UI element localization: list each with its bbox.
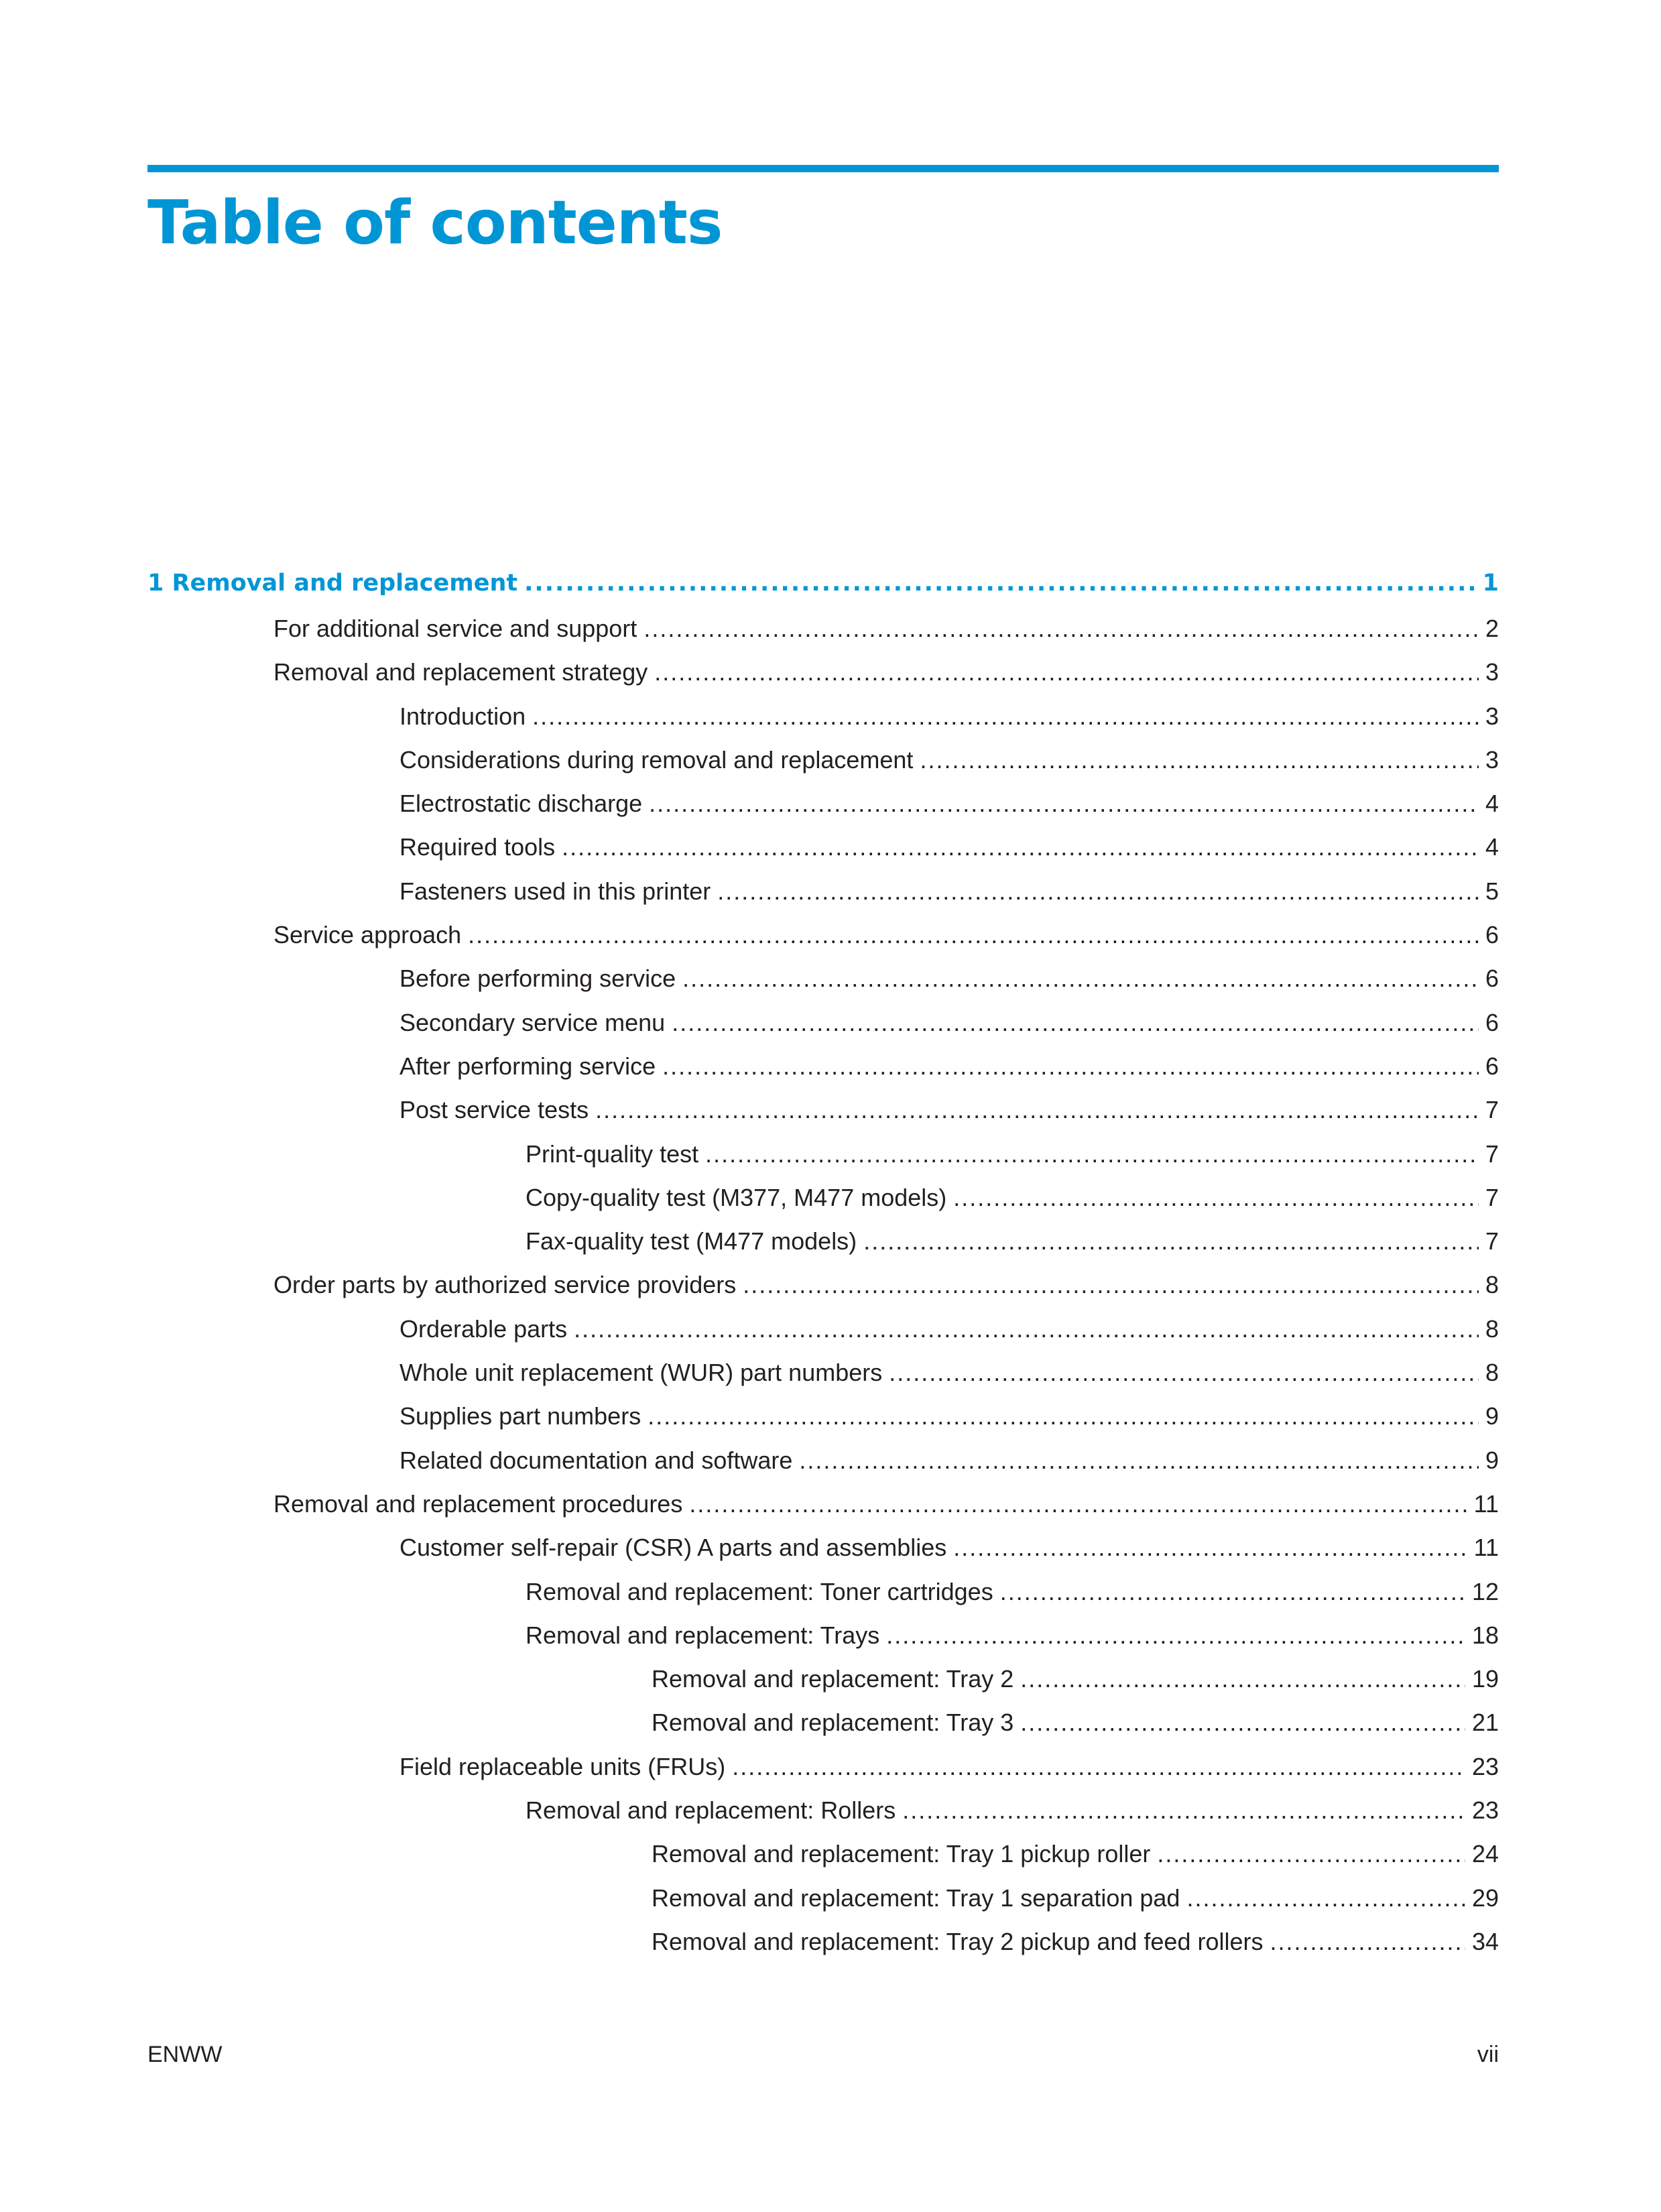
toc-entry-link[interactable] (147, 1176, 1499, 1219)
toc-entry-link[interactable] (147, 694, 1499, 738)
toc-entry-title: Removal and replacement: Trays (526, 1621, 880, 1649)
toc-entry-page-number: 29 (1471, 1884, 1499, 1912)
dot-leader (672, 1001, 1479, 1044)
dot-leader (743, 1263, 1479, 1306)
toc-entry-link[interactable] (147, 1088, 1499, 1131)
toc-entry-link[interactable] (147, 1613, 1499, 1657)
toc-entry-link[interactable] (147, 1745, 1499, 1788)
toc-entry-link[interactable] (147, 1832, 1499, 1876)
toc-entry-link[interactable] (147, 1263, 1499, 1306)
toc-entry-link[interactable] (147, 1876, 1499, 1920)
toc-entry-page-number: 9 (1485, 1446, 1499, 1474)
toc-entry-title: Orderable parts (399, 1314, 568, 1343)
toc-entry-link[interactable] (147, 782, 1499, 825)
dot-leader (643, 607, 1479, 650)
dot-leader (689, 1482, 1467, 1526)
dot-leader (889, 1351, 1479, 1394)
toc-entry-title: For additional service and support (273, 615, 637, 642)
toc-entry-page-number: 19 (1471, 1665, 1499, 1693)
table-of-contents (147, 560, 1499, 1963)
toc-entry-title: Related documentation and software (399, 1446, 793, 1474)
toc-entry-title: Removal and replacement: Tray 2 pickup and feed rollers (652, 1927, 1264, 1955)
toc-entry-page-number: 4 (1485, 833, 1499, 861)
dot-leader (682, 957, 1479, 1000)
toc-chapter-link[interactable] (147, 560, 1499, 607)
toc-entry-title: Before performing service (399, 965, 676, 993)
toc-entry-page-number: 8 (1485, 1359, 1499, 1387)
toc-entry-page-number: 6 (1485, 965, 1499, 993)
dot-leader (1020, 1657, 1465, 1701)
toc-entry-title: 1 Removal and replacement (147, 570, 518, 597)
toc-entry-title: Fasteners used in this printer (399, 877, 711, 905)
toc-entry-title: Removal and replacement: Toner cartridges (526, 1577, 993, 1605)
toc-entry-title: Order parts by authorized service providers (273, 1271, 737, 1299)
toc-entry-title: Post service tests (399, 1096, 589, 1124)
toc-entry-page-number: 1 (1482, 570, 1499, 597)
toc-entry-title: Electrostatic discharge (399, 790, 643, 818)
dot-leader (532, 694, 1479, 738)
dot-leader (902, 1788, 1465, 1832)
dot-leader (799, 1438, 1479, 1482)
dot-leader (662, 1044, 1479, 1088)
toc-entry-title: Required tools (399, 833, 556, 861)
toc-entry-page-number: 7 (1485, 1183, 1499, 1211)
toc-entry-page-number: 6 (1485, 1052, 1499, 1080)
toc-entry-title: Whole unit replacement (WUR) part numbers (399, 1359, 883, 1387)
toc-entry-page-number: 4 (1485, 790, 1499, 818)
dot-leader (717, 869, 1479, 913)
toc-entry-title: Field replaceable units (FRUs) (399, 1752, 726, 1780)
toc-entry-link[interactable] (147, 1570, 1499, 1613)
dot-leader (1157, 1832, 1465, 1876)
toc-entry-page-number: 11 (1473, 1489, 1499, 1518)
toc-entry-page-number: 24 (1471, 1840, 1499, 1868)
toc-entry-link[interactable] (147, 1701, 1499, 1744)
footer-doc-code: ENWW (147, 2042, 223, 2067)
toc-entry-link[interactable] (147, 738, 1499, 782)
dot-leader (1000, 1570, 1465, 1613)
toc-entry-title: Secondary service menu (399, 1008, 666, 1036)
toc-entry-page-number: 3 (1485, 702, 1499, 730)
toc-entry-link[interactable] (147, 1526, 1499, 1569)
toc-entry-page-number: 3 (1485, 745, 1499, 774)
dot-leader (595, 1088, 1479, 1131)
toc-entry-title: Print-quality test (526, 1140, 699, 1168)
toc-entry-link[interactable] (147, 650, 1499, 694)
dot-leader (562, 825, 1479, 869)
toc-entry-title: Service approach (273, 921, 462, 949)
toc-entry-link[interactable] (147, 913, 1499, 957)
toc-entry-link[interactable] (147, 607, 1499, 650)
toc-entry-link[interactable] (147, 957, 1499, 1000)
toc-entry-title: After performing service (399, 1052, 656, 1080)
toc-entry-page-number: 6 (1485, 1008, 1499, 1036)
dot-leader (732, 1745, 1465, 1788)
dot-leader (649, 782, 1479, 825)
toc-entry-page-number: 23 (1471, 1752, 1499, 1780)
dot-leader (953, 1526, 1467, 1569)
toc-entry-page-number: 5 (1485, 877, 1499, 905)
toc-entry-title: Removal and replacement: Tray 3 (652, 1709, 1014, 1737)
dot-leader (468, 913, 1479, 957)
toc-entry-link[interactable] (147, 1788, 1499, 1832)
dot-leader (648, 1394, 1479, 1438)
toc-entry-page-number: 34 (1471, 1927, 1499, 1955)
toc-entry-title: Introduction (399, 702, 526, 730)
toc-entry-link[interactable] (147, 1657, 1499, 1701)
toc-entry-title: Considerations during removal and replacement (399, 745, 914, 774)
dot-leader (920, 738, 1479, 782)
toc-entry-page-number: 8 (1485, 1271, 1499, 1299)
toc-entry-page-number: 7 (1485, 1140, 1499, 1168)
toc-entry-link[interactable] (147, 869, 1499, 913)
toc-entry-title: Removal and replacement: Tray 2 (652, 1665, 1014, 1693)
dot-leader (654, 650, 1479, 694)
toc-entry-link[interactable] (147, 825, 1499, 869)
footer-page-number: vii (1477, 2042, 1499, 2067)
toc-entry-title: Customer self-repair (CSR) A parts and assemblies (399, 1534, 947, 1562)
toc-entry-title: Supplies part numbers (399, 1402, 641, 1430)
toc-entry-title: Removal and replacement: Tray 1 separation pad (652, 1884, 1180, 1912)
dot-leader (705, 1132, 1479, 1176)
dot-leader (1270, 1920, 1465, 1963)
toc-entry-page-number: 7 (1485, 1096, 1499, 1124)
toc-entry-title: Removal and replacement: Rollers (526, 1796, 896, 1825)
toc-entry-link[interactable] (147, 1219, 1499, 1263)
toc-entry-title: Removal and replacement: Tray 1 pickup roller (652, 1840, 1151, 1868)
toc-entry-title: Fax-quality test (M477 models) (526, 1227, 857, 1255)
toc-entry-page-number: 8 (1485, 1314, 1499, 1343)
toc-entry-link[interactable] (147, 1001, 1499, 1044)
toc-entry-link[interactable] (147, 1132, 1499, 1176)
toc-entry-page-number: 9 (1485, 1402, 1499, 1430)
toc-entry-page-number: 3 (1485, 658, 1499, 686)
toc-entry-title: Removal and replacement strategy (273, 658, 648, 686)
title-rule (147, 165, 1499, 172)
dot-leader (1020, 1701, 1465, 1744)
toc-entry-link[interactable] (147, 1482, 1499, 1526)
toc-entry-title: Copy-quality test (M377, M477 models) (526, 1183, 947, 1211)
dot-leader (886, 1613, 1465, 1657)
toc-entry-link[interactable] (147, 1394, 1499, 1438)
toc-entry-page-number: 18 (1471, 1621, 1499, 1649)
toc-entry-page-number: 2 (1485, 615, 1499, 642)
dot-leader (1186, 1876, 1465, 1920)
toc-entry-link[interactable] (147, 1920, 1499, 1963)
dot-leader (574, 1307, 1479, 1351)
toc-entry-link[interactable] (147, 1351, 1499, 1394)
toc-entry-page-number: 23 (1471, 1796, 1499, 1825)
toc-entry-page-number: 21 (1471, 1709, 1499, 1737)
toc-entry-page-number: 7 (1485, 1227, 1499, 1255)
dot-leader (524, 560, 1476, 607)
toc-entry-page-number: 6 (1485, 921, 1499, 949)
toc-entry-link[interactable] (147, 1307, 1499, 1351)
page-title: Table of contents (147, 188, 723, 258)
toc-entry-page-number: 12 (1471, 1577, 1499, 1605)
toc-entry-link[interactable] (147, 1438, 1499, 1482)
toc-entry-title: Removal and replacement procedures (273, 1489, 683, 1518)
toc-entry-link[interactable] (147, 1044, 1499, 1088)
toc-entry-page-number: 11 (1473, 1534, 1499, 1562)
dot-leader (863, 1219, 1479, 1263)
dot-leader (953, 1176, 1479, 1219)
